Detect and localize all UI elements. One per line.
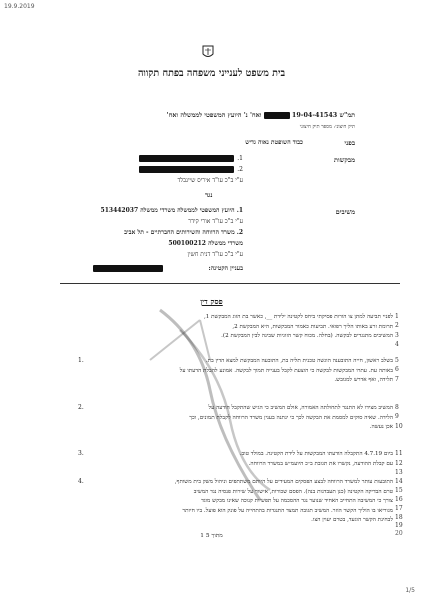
line-number: 13 [395, 469, 403, 476]
line-number: 6 [395, 366, 399, 373]
respondents-label: משיבים [335, 208, 355, 216]
respondent-2-counsel: ע"י ב"כ עו"ד דנית חשין [187, 251, 243, 258]
paragraph-4: התובעות עותר למשרד הרווחה לבצע הפסקים המעידים על היותם משתתפים וניהול משק בית משותף, טרם הבדיקה הקטינה (כנן תעבדנות בנה). הפסם שכורות, אישור על שירות פנסיה נגד המשיב צורך כי המשיבה התחייב האחיד שנוער נגד ההסכמה על תפשיות קנוכה שאינו מבקש מוגד מגוריאו בו הוליך הקשר הוזר. המשיב תגובה תמצד התנגדות בהתחייה על פונק הוא פועל. ביו חיותר לבחינת הקשר הוגעד, בטרם יעוין הצו. [174, 479, 393, 523]
court-name: בית משפט לענייני משפחה בפתח תקווה [137, 68, 286, 79]
line-number: 1 [395, 313, 399, 320]
line-number: 7 [395, 376, 399, 383]
judge-name: כבוד השופטת נאוה גדיש [245, 139, 303, 146]
line-number: 18 [395, 514, 403, 521]
line-number: 14 [395, 478, 403, 485]
minor-label: בעניין הקטינה: [208, 265, 243, 272]
respondent-2: 2. משרד הרווחה והשירותים החברתיים - תל אביב [124, 229, 243, 236]
line-number: 2 [395, 322, 399, 329]
paragraph-1: בשלב ראשון, חייה התובענה הוגשה טכנית תליה בת, התובעה המבקשת למצא הדין בת. באותה עת. עתרו המבקשות לבקשה כי הוצעת לקבל בענייה תמוך לבקשה. אמונע להבלת הדעתו על תלידה, ואף אדרש למגובש. [179, 358, 393, 383]
print-date: 19.9.2019 [4, 3, 35, 10]
case-title: ואח' נ' היועץ המשפטי לממשלה ואח' [166, 111, 262, 119]
case-number: תמ"ש 19-04-41543 [291, 111, 355, 119]
case-header [65, 111, 355, 119]
redacted-name [264, 112, 290, 119]
paragraph-3: ביום 4.7.19 התקבלה הודעתו המבקשות על לידת הקטינה. במולד טוב. עם קבלת ההודעה, נקשרו את תגובת ב״כ היועמ״ש במשרד הרווחה. [239, 451, 393, 467]
before-label: בפני [344, 139, 355, 147]
para-number: 4. [78, 478, 84, 485]
line-number: 11 [395, 450, 403, 457]
line-number: 9 [395, 413, 399, 420]
intro-paragraph: לפניי תביעה למתן צו הורות פסיקתי ביחס לקטינה ילידת __, כאשר בת הזוג המבקשת 1, תרומת זרע באותו הליך רפואי. תביעות כאמור המבקשות, היא המבקשת 2, המשיבים מתנגדים לבקשה. (בחלה. מכוח קשר הזוגיות שבינה לבין המבקשת 2). [203, 314, 393, 339]
judgment-heading: פסק דין [200, 297, 223, 306]
line-number: 17 [395, 505, 403, 512]
case-subtitle: תיק חיצוני: מספר תיק חיצוני [299, 124, 355, 130]
line-number: 3 [395, 332, 399, 339]
line-number: 15 [395, 487, 403, 494]
plaintiff-2: 2. [139, 166, 243, 173]
divider [60, 283, 400, 284]
line-number: 10 [395, 423, 403, 430]
redacted-minor [93, 265, 163, 272]
handwritten-stamp-mark [140, 300, 290, 520]
para-number: 1. [78, 357, 84, 364]
line-number: 16 [395, 496, 403, 503]
respondent-1: 1. היועץ המשפטי לממשלה משרדי ממשלה 513442037 [100, 207, 243, 214]
para-number: 2. [78, 404, 84, 411]
para-number: 3. [78, 450, 84, 457]
versus-label: נגד [205, 191, 213, 199]
line-number: 20 [395, 530, 403, 537]
state-emblem-icon [201, 44, 215, 60]
line-number: 4 [395, 341, 399, 348]
paragraph-2: המשיב מצידו לא התנגד לתחולתה האמורה, אולם המשיב כי הגיש שהתקבל הודעה על הלידה. שאיה סוקים למסמת את הבקשה לכך כי ינתנה בענין משרד הרווחה לקבלת תמונים, וכך אכן נעשה. [189, 405, 393, 430]
plaintiffs-label: מבקשות [334, 156, 355, 164]
plaintiffs-counsel: ע"י ב"כ עו"ד איריס שיינבלד [177, 177, 243, 184]
page-footer: 1 מתוך 5 [200, 533, 223, 539]
line-number: 8 [395, 404, 399, 411]
respondent-2-id: משרדי ממשלה 500100212 [168, 240, 243, 247]
plaintiff-1: 1. [139, 155, 243, 162]
respondent-1-counsel: ע"י ב"כ עו"ד אורי קידר [188, 218, 243, 225]
page-counter: 1/5 [405, 587, 415, 594]
line-number: 19 [395, 522, 403, 529]
line-number: 12 [395, 460, 403, 467]
line-number: 5 [395, 357, 399, 364]
